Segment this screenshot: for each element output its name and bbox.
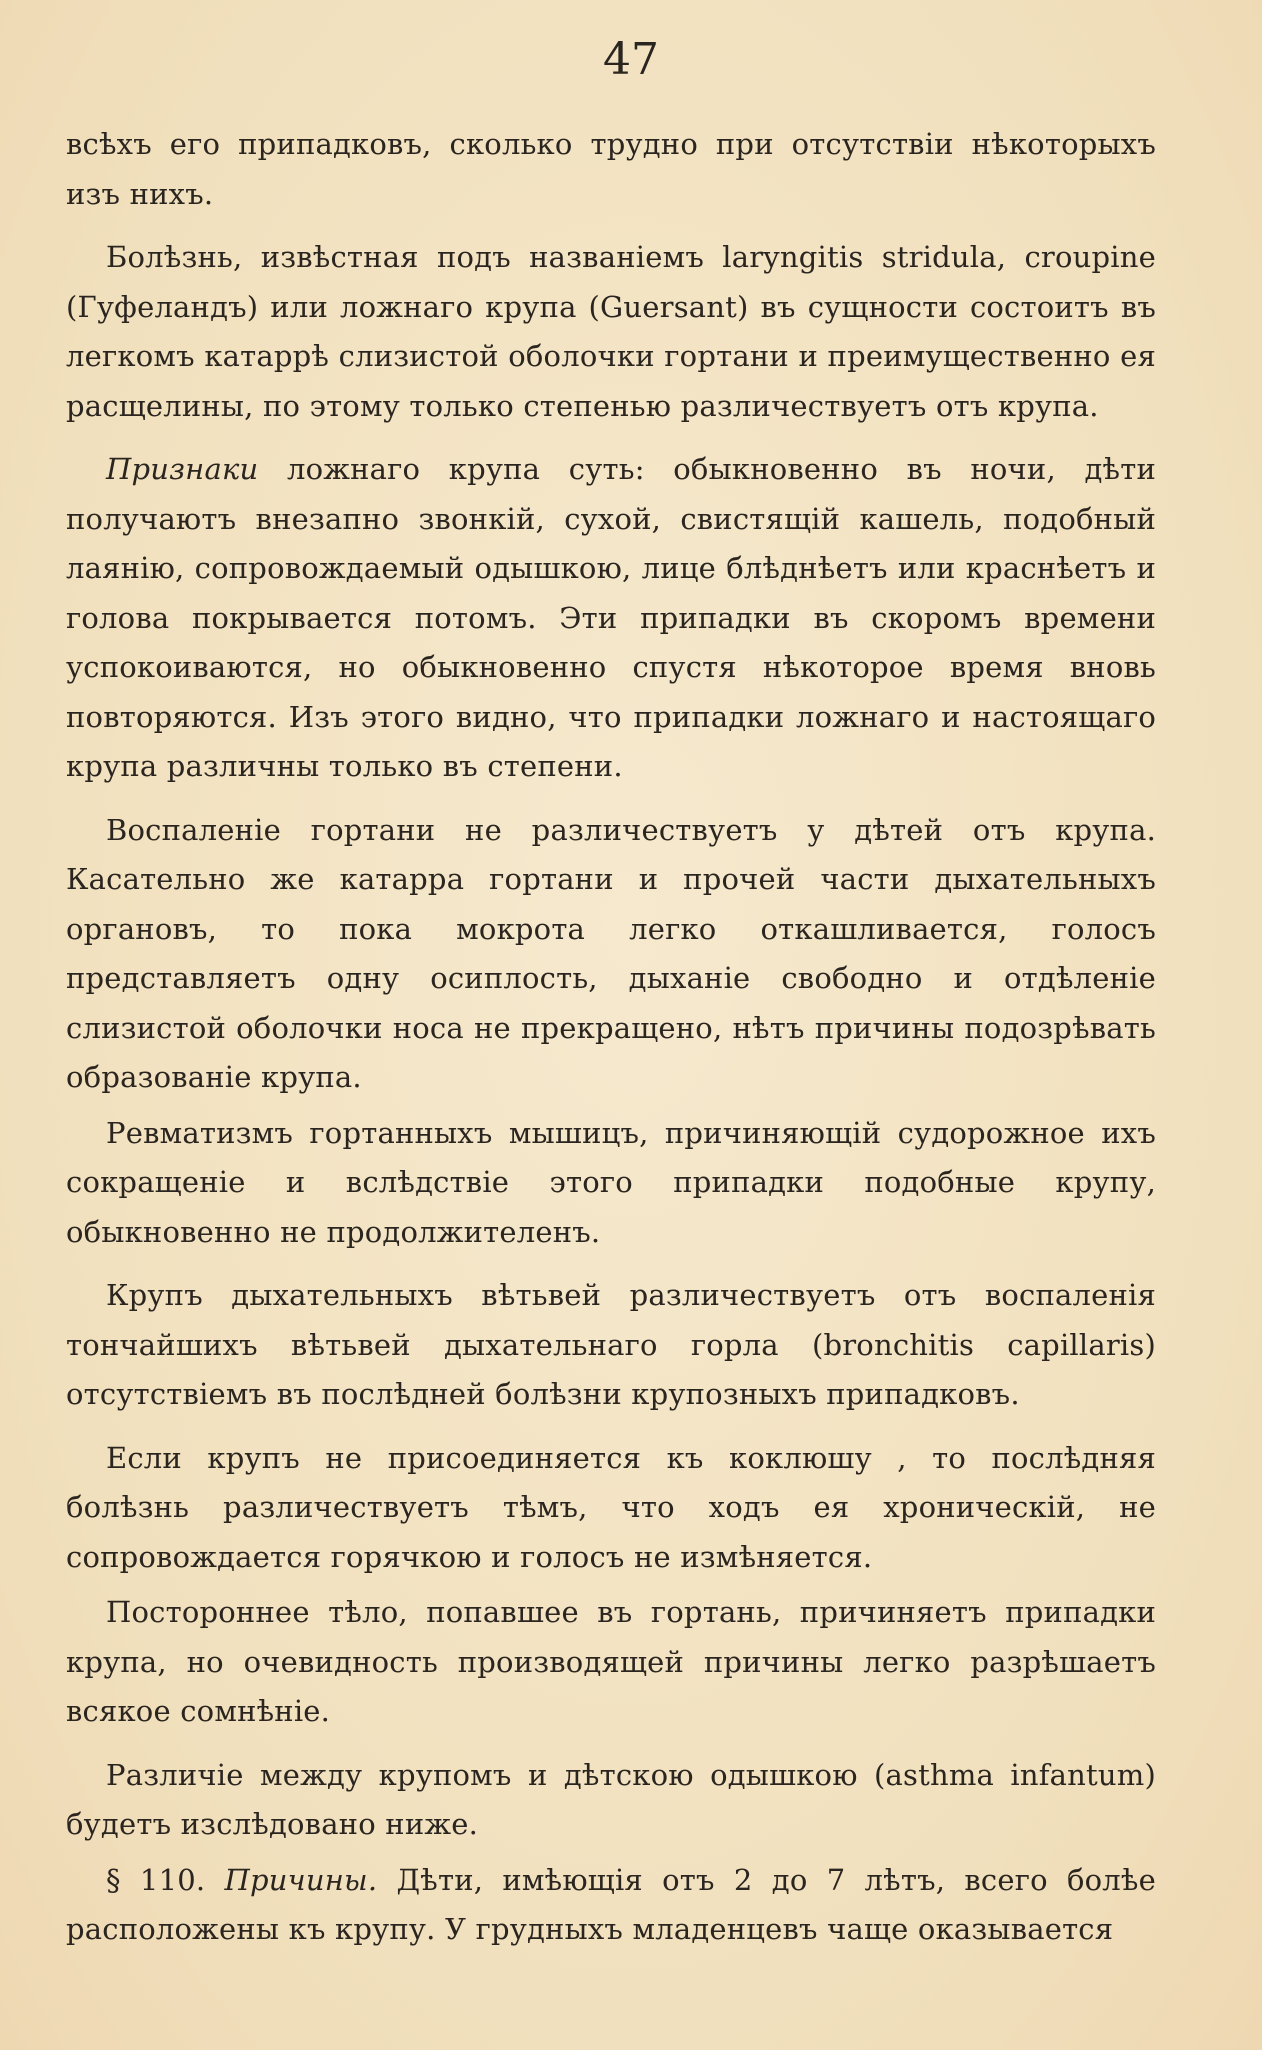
page-number: 47 — [603, 34, 659, 85]
paragraph-3-lead: Признаки — [106, 452, 259, 486]
body-text — [66, 120, 1156, 1955]
paragraph-6: Крупъ дыхательныхъ вѣтьвей различествуетъ отъ воспаленія тончайшихъ вѣтьвей дыхательнаго горла (bronchitis capillaris) отсутствіемъ въ послѣдней болѣзни крупозныхъ припадковъ. — [66, 1278, 1156, 1411]
paragraph-2: Болѣзнь, извѣстная подъ названіемъ laryngitis stridula, croupine (Гуфеландъ) или ложнаго крупа (Guersant) въ сущности состоитъ въ легкомъ катаррѣ слизистой оболочки гортани и преимущественно ея расщелины, по этому только степенью различествуетъ отъ крупа. — [66, 240, 1156, 423]
paragraph-10 — [66, 1856, 1156, 1955]
paragraph-10-lead: Причины. — [224, 1862, 378, 1897]
paragraph-9: Различіе между крупомъ и дѣтскою одышкою (asthma infantum) будетъ изслѣдовано ниже. — [66, 1757, 1156, 1841]
paragraph-7: Если крупъ не присоединяется къ коклюшу , то послѣдняя болѣзнь различествуетъ тѣмъ, что ходъ ея хроническій, не сопровождается горячкою и голосъ не измѣняется. — [66, 1440, 1156, 1574]
paragraph-10-text: Дѣти, имѣющія отъ 2 до 7 лѣтъ, всего болѣе расположены къ крупу. У грудныхъ младенцевъ чаще оказывается — [66, 1862, 1156, 1946]
paragraph-3 — [66, 445, 1156, 792]
paragraph-4: Воспаленіе гортани не различествуетъ у дѣтей отъ крупа. Касательно же катарра гортани и прочей части дыхательныхъ органовъ, то пока мокрота легко откашливается, голосъ представляетъ одну осиплость, дыханіе свободно и отдѣленіе слизистой оболочки носа не прекращено, нѣтъ причины подозрѣвать образованіе крупа. — [66, 812, 1156, 1094]
paragraph-5: Ревматизмъ гортанныхъ мышицъ, причиняющій судорожное ихъ сокращеніе и вслѣдствіе этого припадки подобные крупу, обыкновенно не продолжителенъ. — [66, 1115, 1156, 1249]
paragraph-1: всѣхъ его припадковъ, сколько трудно при отсутствіи нѣкоторыхъ изъ нихъ. — [66, 127, 1156, 211]
section-mark: § 110. — [106, 1862, 225, 1897]
paragraph-3-text: ложнаго крупа суть: обыкновенно въ ночи, дѣти получаютъ внезапно звонкій, сухой, свистящій кашель, подобный лаянію, сопровождаемый одышкою, лице блѣднѣетъ или краснѣетъ и голова покрывается потомъ. Эти припадки въ скоромъ времени успокоиваются, но обыкновенно спустя нѣкоторое время вновь повторяются. Изъ этого видно, что припадки ложнаго и настоящаго крупа различны только въ степени. — [66, 452, 1156, 783]
paragraph-8: Постороннее тѣло, попавшее въ гортань, причиняетъ припадки крупа, но очевидность производящей причины легко разрѣшаетъ всякое сомнѣніе. — [66, 1595, 1156, 1728]
